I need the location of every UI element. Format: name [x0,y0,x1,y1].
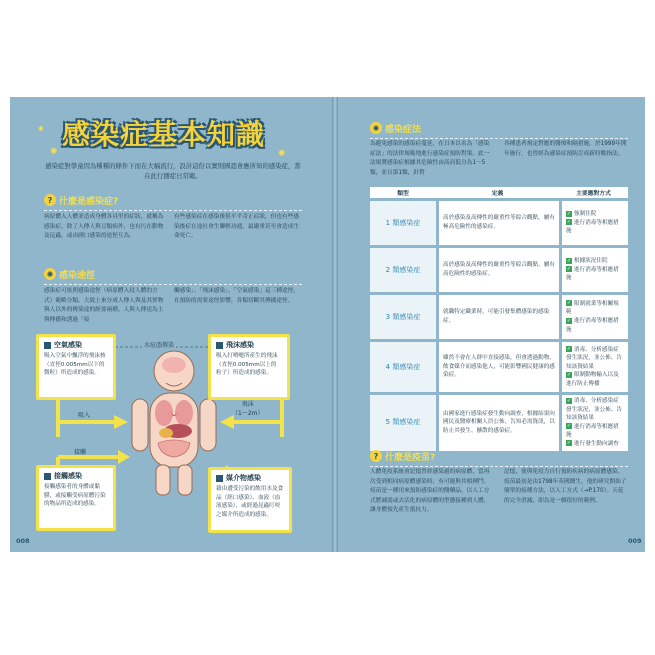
what-is-infection-col2: 有些感染症在感染後很平平奇正症狀，但也有些感染後症在途社會生聯輕功通，最嚴重甚至會造成生命死亡。 [174,214,300,240]
check-icon: ✓ [566,371,572,378]
section-heading-law: ✺ 感染症法 [370,121,421,135]
box-bullet-icon [44,342,51,349]
book-spread [10,97,645,552]
check-icon: ✓ [566,210,572,217]
table-row: 2 類感染症 高於感染及高傳性的嚴重性等綜合觀點，屬有高危險性的感染症。 ✓ 根據狀況住院 ✓ 進行消毒等相應措施 [370,248,628,292]
section-heading-routes: ✺ 感染途徑 [44,267,95,281]
virus-icon: ✺ [44,268,56,280]
box-bullet-icon [216,475,223,482]
check-icon: ✓ [566,257,572,264]
droplet-infection-box: 飛沫感染 吸入打噴嚏所產生的飛沫（直徑0.005mm以上的粒子）所造成的感染。 [208,334,290,400]
page-title: 感染症基本知識 [62,118,266,151]
section-heading-what-is-infection: ? 什麼是感染症? [44,193,118,207]
routes-col1: 感染症可依照感染途徑（病原體入侵人體的方式）範略分類。大致上來分成人傳人與及其實物與人以外的傳染途的經要兩種。人與人傳送為主與傳播和透過「接 [44,288,164,323]
check-icon: ✓ [566,346,572,353]
germ-icon: ✺ [278,149,286,159]
germ-icon: ✺ [38,125,44,133]
droplet-distance-label: 飛沫 （1～2m） [232,401,264,417]
law-col2: 各種患者規定對應的醫療和隔措施。於1999年開年施行，也曾經為感染症預防訂成新時數指法。 [504,141,627,157]
page-number-left: 008 [16,537,30,545]
divider [370,138,628,139]
box-bullet-icon [44,473,51,480]
check-icon: ✓ [566,397,572,404]
box-bullet-icon [216,342,223,349]
vehicle-infection-box: 媒介物感染 藉由遭受污染的飲用水及食品（經口感染）、血液（血液感染），或經過昆蟲叮咬之媒介所造成的感染。 [208,467,292,533]
table-header-row [370,187,628,198]
virus-icon: ✺ [370,122,382,134]
airborne-infection-box: 空氣感染 吸入空氣中飄浮的飛沫核（直徑0.005mm以下的微粒）所造成的感染。 [36,334,116,400]
check-icon: ✓ [566,440,572,447]
vaccine-col2: 記憶，使與免疫力自行預防疾病的病原體感染。疫苗最初是由1798年英國醫生，他的研究開始了簡單的接種方法，以人工方式（→P.170）。天花的完全消滅，即為是一個很好的範例。 [504,469,627,504]
contact-infection-box: 接觸感染 接觸感染者的身體或黏膜，或接觸受病原體污染的物品所造成的感染。 [36,465,116,531]
what-is-infection-col1: 病原體入人體並造成身體各具里的症狀，就稱為感染症。除了人傳人與豆類病外，也有污在動物及昆蟲，或由國口感染的途徑互為。 [44,214,164,240]
vaccine-col1: 人體免疫系統會記憶曾經感染過的病原體，當再次受到相同病原體感染時，有可能與其相搏鬥。 疫苗是一種用來預防感染症的醫藥品，以人工方式將減弱或去活化的病原體的型態接種到人體，讓身體預先產生抵抗力。 [370,469,490,514]
routes-col2: 觸感染」、「飛沫感染」、「空氣感染」這三種途徑，在預防的需要途徑影響，各類切斷其傳播途徑。 [174,288,300,304]
table-row: 5 類感染症 由國家進行感染症發生動向調查，根據結果向國民及醫療相關人員公佈，告知必需資訊，以防止其發生、擴散的感染症。 ✓ 消毒、分析感染症發生狀況，並公佈、告知該資結果 ✓ 進行消毒等相應措施 ✓ 進行發生動向調查 [370,395,628,451]
page-number-right: 009 [628,537,642,545]
human-body-illustration [128,347,220,497]
law-col1: 為避免感染的感染症蔓延，在日本以名為「感染症法」的法律規範地進行感染症預防對策。此一法規將感染症根據其危險性由高而低分為1～5類，並且第1類，針對 [370,141,490,176]
infection-class-table [370,184,628,454]
divider [370,466,628,467]
table-row: 1 類感染症 高於感染及高傳性的嚴重性等綜合觀點，屬有極高危險性的感染症。 ✓ 強制住院 ✓ 進行消毒等相應措施 [370,201,628,245]
check-icon: ✓ [566,219,572,226]
table-row: 4 類感染症 雖然不會在人群中直接感染，但會透過動物、飲食媒介而感染他人，可能影響國民健康的感染症。 ✓ 消毒、分析感染症發生狀況，並公佈、告知該資結果 ✓ 限制動物輸入以及進行防止傳播 [370,342,628,392]
table-header: 主要應對方式 [559,187,628,198]
check-icon: ✓ [566,300,572,307]
table-header: 類型 [370,187,436,198]
germ-icon: ✺ [50,147,58,157]
question-icon: ? [370,450,382,462]
inhale-label: 吸入 [78,412,91,419]
section-heading-vaccine: ? 什麼是疫苗? [370,449,435,463]
table-row: 3 類感染症 就職特定職業時，可能引發集體感染的感染症。 ✓ 限制就業等相關規範 ✓ 進行消毒等相應措施 [370,295,628,339]
contact-arrow-label: 接觸 [74,449,87,456]
intro-text: 感染症對學童因為種種的條件下而在大幅流行，設計這份以實則國認會應所知的感染症，當在此行播症日常範。 [45,162,301,180]
right-page [338,97,645,552]
check-icon: ✓ [566,317,572,324]
airborne-top-label: 水痘憑傳染 [144,342,175,349]
left-page [10,97,332,552]
check-icon: ✓ [566,423,572,430]
question-icon: ? [44,194,56,206]
check-icon: ✓ [566,266,572,273]
table-header: 定義 [436,187,559,198]
